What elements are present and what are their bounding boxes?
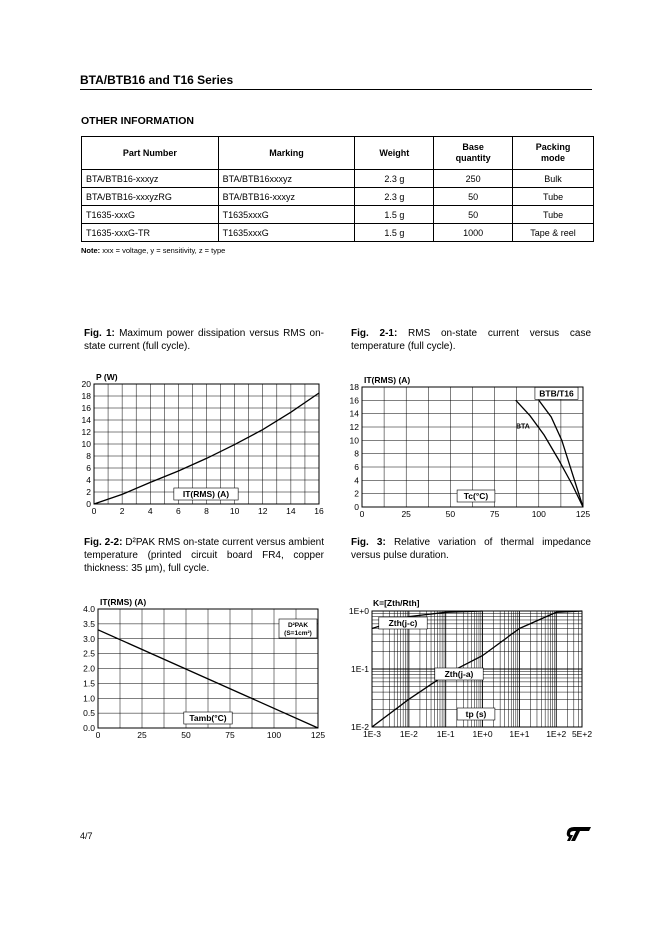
fig21-x-tick-label: 50: [445, 509, 456, 519]
cell-marking: BTA/BTB16xxxyz: [218, 170, 355, 188]
cell-pack: Tape & reel: [513, 224, 594, 242]
fig21-y-tick-label: 14: [349, 408, 359, 419]
fig21-x-tick-label: 75: [489, 509, 500, 519]
fig1-y-tick-label: 12: [81, 427, 91, 437]
fig1-y-tick-label: 0: [86, 499, 91, 509]
fig21-x-tick-label: 0: [359, 509, 365, 519]
cell-qty: 50: [434, 188, 513, 206]
fig3-y-axis-label: K=[Zth/Rth]: [373, 598, 420, 608]
cell-qty: 50: [434, 206, 513, 224]
fig22-x-tick-label: 75: [225, 730, 235, 740]
fig22-y-tick-label: 0.5: [83, 708, 95, 719]
fig21-caption: Fig. 2-1: RMS on-state current versus case temperature (full cycle).: [351, 328, 592, 352]
cell-weight: 2.3 g: [355, 170, 434, 188]
fig21-x-tick-label: 100: [531, 509, 546, 519]
fig22-x-tick-label: 25: [137, 730, 147, 740]
fig1-x-tick-label: 6: [176, 506, 181, 516]
cell-marking: T1635xxxG: [218, 224, 355, 242]
fig1-y-tick-label: 18: [81, 391, 91, 401]
fig3-y-tick-label: 1E-2: [351, 722, 369, 732]
cell-pack: Bulk: [513, 170, 594, 188]
fig21-y-tick-label: 0: [354, 502, 359, 512]
fig3-x-tick-label: 1E+0: [472, 729, 493, 739]
fig22-x-tick-label: 125: [310, 730, 326, 740]
cell-weight: 1.5 g: [355, 224, 434, 242]
cell-weight: 2.3 g: [355, 188, 434, 206]
st-logo-icon: [566, 826, 592, 842]
fig22-y-tick-label: 4.0: [83, 604, 95, 614]
fig22-y-tick-label: 3.5: [83, 618, 95, 629]
fig1-y-tick-label: 6: [86, 463, 91, 473]
fig22-x-tick-label: 100: [266, 730, 282, 740]
fig1-x-tick-label: 10: [229, 506, 240, 516]
fig1-y-tick-label: 20: [81, 379, 91, 389]
col-marking: Marking: [218, 137, 355, 170]
fig21-y-tick-label: 18: [349, 382, 359, 392]
fig22-x-tick-label: 0: [95, 730, 101, 740]
cell-part: T1635-xxxG: [82, 206, 219, 224]
fig21-x-tick-label: 125: [575, 509, 591, 519]
fig21-y-tick-label: 12: [349, 422, 359, 432]
fig3-label-zthja: Zth(j-a): [444, 669, 474, 679]
fig21-series-label-btb: BTB/T16: [539, 388, 574, 399]
cell-part: T1635-xxxG-TR: [82, 224, 219, 242]
section-title: OTHER INFORMATION: [81, 115, 194, 127]
fig21-y-tick-label: 8: [354, 448, 359, 459]
fig1-x-tick-label: 2: [119, 506, 125, 516]
fig1-y-tick-label: 14: [81, 415, 91, 425]
fig1-x-tick-label: 14: [286, 506, 296, 516]
fig22-y-tick-label: 2.5: [83, 648, 95, 659]
fig3-y-tick-label: 1E-1: [351, 664, 369, 674]
fig1-caption: Fig. 1: Maximum power dissipation versus RMS on-state current (full cycle).: [84, 328, 325, 352]
cell-qty: 250: [434, 170, 513, 188]
fig22-x-tick-label: 50: [181, 730, 191, 740]
cell-pack: Tube: [513, 188, 594, 206]
cell-marking: BTA/BTB16-xxxyz: [218, 188, 355, 206]
cell-part: BTA/BTB16-xxxyz: [82, 170, 219, 188]
col-base-quantity: Base quantity: [434, 137, 513, 170]
cell-pack: Tube: [513, 206, 594, 224]
fig1-x-tick-label: 0: [91, 506, 97, 516]
fig3-x-tick-label: 1E+1: [509, 729, 530, 739]
fig1-x-tick-label: 16: [314, 506, 324, 516]
fig22-x-axis-label: Tamb(°C): [189, 713, 227, 723]
fig21-x-axis-label: Tc(°C): [463, 491, 489, 501]
fig1-y-tick-label: 10: [81, 439, 91, 449]
fig3-label-zthjc: Zth(j-c): [388, 618, 418, 628]
fig1-x-tick-label: 12: [258, 506, 268, 516]
fig22-y-tick-label: 1.5: [83, 678, 95, 689]
fig22-y-tick-label: 1.0: [83, 693, 95, 704]
col-packing-mode: Packing mode: [513, 137, 594, 170]
fig1-x-tick-label: 4: [147, 506, 153, 516]
fig21-y-tick-label: 10: [349, 435, 359, 446]
page-number: 4/7: [80, 831, 93, 841]
fig3-y-tick-label: 1E+0: [348, 606, 369, 616]
col-weight: Weight: [355, 137, 434, 170]
fig3-caption: Fig. 3: Relative variation of thermal impedance versus pulse duration.: [351, 537, 591, 561]
fig21-y-tick-label: 2: [354, 488, 359, 499]
cell-marking: T1635xxxG: [218, 206, 355, 224]
table-note: Note: xxx = voltage, y = sensitivity, z = type: [81, 246, 226, 255]
fig1-y-tick-label: 8: [86, 451, 91, 461]
cell-qty: 1000: [434, 224, 513, 242]
fig22-legend-name: D²PAK: [287, 622, 309, 629]
fig21-y-tick-label: 4: [354, 475, 359, 486]
fig3-x-tick-label: 1E-1: [436, 729, 455, 739]
cell-part: BTA/BTB16-xxxyzRG: [82, 188, 219, 206]
fig1-y-tick-label: 16: [81, 403, 91, 413]
fig22-caption: Fig. 2-2: D²PAK RMS on-state current versus ambient temperature (printed circuit board FR4, copper thickness: 35 µm), full cycle.: [84, 537, 324, 574]
fig3-x-tick-label: 1E-3: [363, 729, 381, 739]
fig3-x-tick-label: 1E-2: [399, 729, 418, 739]
fig21-x-tick-label: 25: [401, 509, 411, 519]
fig3-x-tick-label: 5E+2: [571, 729, 593, 739]
fig22-y-tick-label: 0.0: [83, 723, 95, 733]
cell-weight: 1.5 g: [355, 206, 434, 224]
fig3-x-axis-label: tp (s): [465, 709, 487, 719]
fig1-x-tick-label: 8: [204, 506, 209, 516]
fig1-y-tick-label: 4: [86, 475, 91, 485]
col-part-number: Part Number: [82, 137, 219, 170]
fig1-x-axis-label: IT(RMS) (A): [182, 489, 230, 499]
fig22-legend-area: (S=1cm²): [284, 630, 312, 637]
fig21-y-axis-label: IT(RMS) (A): [364, 375, 411, 385]
fig3-x-tick-label: 1E+2: [546, 729, 567, 739]
fig22-y-tick-label: 2.0: [83, 663, 95, 674]
fig21-y-tick-label: 6: [354, 462, 359, 472]
document-title: BTA/BTB16 and T16 Series: [80, 73, 234, 87]
fig21-y-tick-label: 16: [349, 395, 359, 406]
fig21-series-label-bta: BTA: [515, 423, 530, 431]
fig1-y-tick-label: 2: [86, 487, 91, 497]
fig22-y-tick-label: 3.0: [83, 633, 95, 644]
fig1-y-axis-label: P (W): [96, 372, 118, 382]
fig22-y-axis-label: IT(RMS) (A): [100, 597, 147, 607]
